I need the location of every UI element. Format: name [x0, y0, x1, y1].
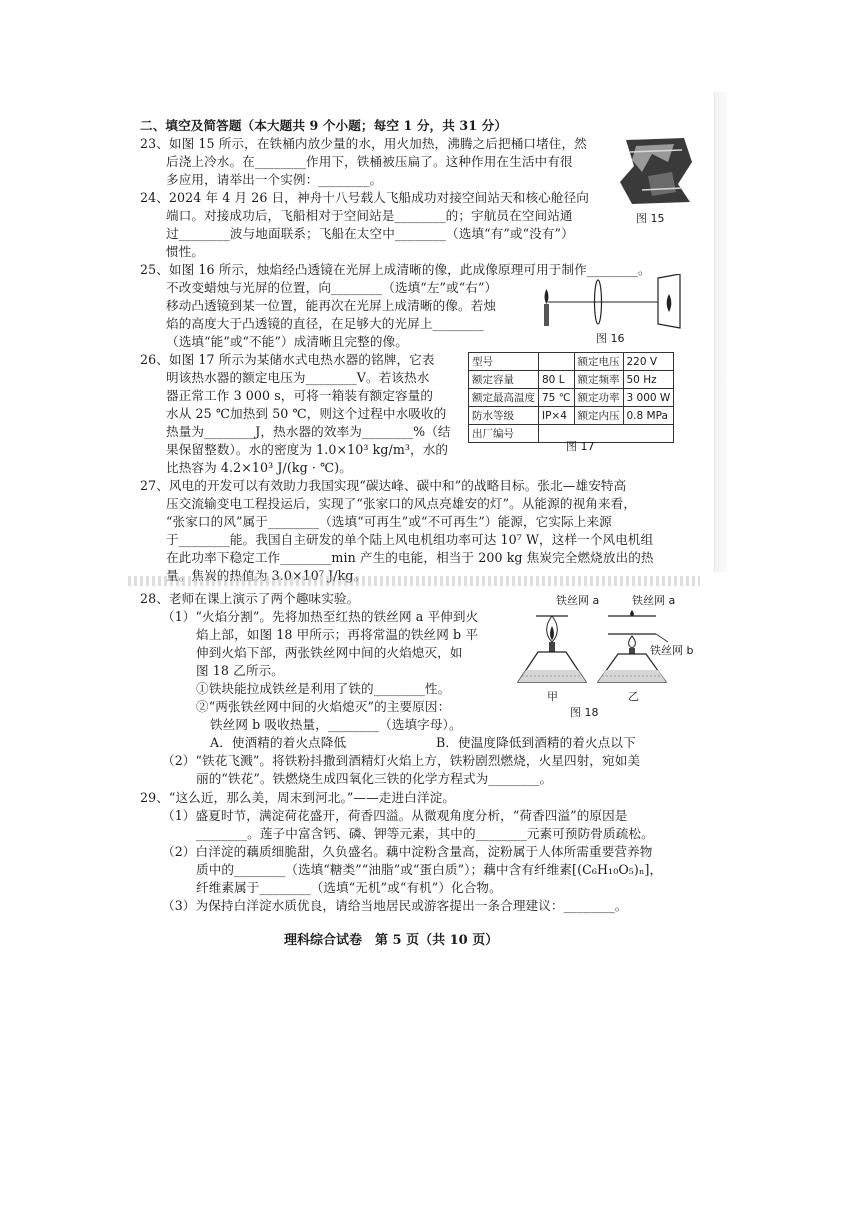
q26-line-1: 26、如图 17 所示为某储水式电热水器的铭牌，它表: [140, 352, 435, 367]
q28-line-5: 图 18 乙所示。: [196, 663, 284, 678]
q27-line-2: 压交流输变电工程投运后，实现了“张家口的风点亮雄安的灯”。从能源的视角来看，: [166, 496, 637, 511]
q25-line-5: （选填“能”或“不能”）成清晰且完整的像。: [166, 334, 408, 349]
q28-line-7: ②“两张铁丝网中间的火焰熄灭”的主要原因：: [196, 699, 451, 714]
q29-line-3: ________。莲子中富含钙、磷、钾等元素，其中的________元素可预防骨质疏松。: [196, 826, 654, 841]
q29-line-2: （1）盛夏时节，满淀荷花盛开，荷香四溢。从微观角度分析，“荷香四溢”的原因是: [162, 808, 628, 823]
table-cell: 额定频率: [574, 371, 623, 389]
q26-line-6: 果保留整数）。水的密度为 1.0×10³ kg/m³，水的: [166, 442, 449, 457]
q29-line-7: （3）为保持白洋淀水质优良，请给当地居民或游客提出一条合理建议：________。: [162, 898, 628, 913]
q26-line-3: 器正常工作 3 000 s，可将一箱装有额定容量的: [166, 388, 434, 403]
table-cell: 额定容量: [469, 371, 539, 389]
figure-18-label-yi: 乙: [628, 690, 639, 703]
table-cell: 额定最高温度: [469, 389, 539, 407]
q25-line-3: 移动凸透镜到某一位置，能再次在光屏上成清晰的像。若烛: [166, 298, 497, 313]
table-row: [469, 407, 674, 425]
table-cell: 3 000 W: [623, 389, 674, 407]
q29-line-5: 质中的________（选填“糖类”“油脂”或“蛋白质”）；藕中含有纤维素[(C₆H₁₀O₅)ₙ]，: [196, 862, 663, 877]
table-row: [469, 389, 674, 407]
figure-17-caption: 图 17: [566, 440, 595, 453]
table-cell: 50 Hz: [623, 371, 674, 389]
q23-line-2: 后浇上冷水。在________作用下，铁桶被压扁了。这种作用在生活中有很: [166, 154, 573, 169]
q24-line-2: 端口。对接成功后，飞船相对于空间站是________的；宇航员在空间站通: [166, 208, 573, 223]
q28-line-8: 铁丝网 b 吸收热量，________（选填字母）。: [210, 717, 462, 732]
figure-16-caption: 图 16: [596, 332, 625, 345]
q27-line-3: “张家口的风”属于________（选填“可再生”或“不可再生”）能源，它实际上来源: [166, 514, 612, 529]
table-row: [469, 353, 674, 371]
table-row: [469, 371, 674, 389]
page-seam: [128, 576, 700, 586]
figure-15-crushed-can: [612, 132, 698, 208]
q25-line-4: 焰的高度大于凸透镜的直径，在足够大的光屏上________: [166, 316, 484, 331]
table-cell: 型号: [469, 353, 539, 371]
table-cell: 额定内压: [574, 407, 623, 425]
q27-line-4: 于________能。我国自主研发的单个陆上风电机组功率可达 10⁷ W，这样一个风电机组: [166, 532, 654, 547]
q28-line-3: 焰上部，如图 18 甲所示；再将常温的铁丝网 b 平: [196, 627, 478, 642]
table-cell: 额定功率: [574, 389, 623, 407]
table-cell: [539, 425, 674, 443]
q25-line-1: 25、如图 16 所示，烛焰经凸透镜在光屏上成清晰的像，此成像原理可用于制作________。: [140, 262, 651, 277]
figure-18-label-jia: 甲: [547, 690, 558, 703]
q28-line-12: 丽的“铁花”。铁燃烧生成四氧化三铁的化学方程式为________。: [196, 771, 553, 786]
table-cell: 75 ℃: [539, 389, 575, 407]
table-cell: IP×4: [539, 407, 575, 425]
q24-line-4: 惯性。: [166, 244, 205, 259]
figure-18-caption: 图 18: [570, 706, 599, 719]
q28-option-b: B．使温度降低到酒精的着火点以下: [436, 735, 636, 750]
table-cell: 0.8 MPa: [623, 407, 674, 425]
q28-line-1: 28、老师在课上演示了两个趣味实验。: [140, 591, 360, 606]
figure-16-lens-setup: [540, 274, 690, 332]
page-footer: 理科综合试卷 第 5 页（共 10 页）: [284, 933, 499, 948]
table-cell: 出厂编号: [469, 425, 539, 443]
q24-line-3: 过________波与地面联系；飞船在太空中________（选填“有”或“没有”）: [166, 226, 574, 241]
q28-line-2: （1）“火焰分割”。先将加热至红热的铁丝网 a 平伸到火: [162, 609, 479, 624]
q23-line-1: 23、如图 15 所示，在铁桶内放少量的水，用火加热，沸腾之后把桶口堵住，然: [140, 136, 587, 151]
q25-line-2: 不改变蜡烛与光屏的位置，向________（选填“左”或“右”）: [166, 280, 498, 295]
q28-line-11: （2）“铁花飞溅”。将铁粉抖撒到酒精灯火焰上方，铁粉剧烈燃烧，火星四射，宛如美: [162, 753, 641, 768]
q29-line-4: （2）白洋淀的藕质细脆甜，久负盛名。藕中淀粉含量高，淀粉属于人体所需重要营养物: [162, 844, 653, 859]
q26-line-2: 明该热水器的额定电压为________V。若该热水: [166, 370, 430, 385]
table-cell: [539, 353, 575, 371]
q27-line-5: 在此功率下稳定工作________min 产生的电能，相当于 200 kg 焦炭完全燃烧放出的热: [166, 550, 654, 565]
table-cell: 220 V: [623, 353, 674, 371]
q28-option-a: A．使酒精的着火点降低: [210, 735, 347, 750]
table-cell: 80 L: [539, 371, 575, 389]
figure-17-nameplate-table: [468, 352, 674, 443]
q24-line-1: 24、2024 年 4 月 26 日，神舟十八号载人飞船成功对接空间站天和核心舱径向: [140, 190, 589, 205]
table-cell: 额定电压: [574, 353, 623, 371]
q29-line-6: 纤维素属于________（选填“无机”或“有机”）化合物。: [196, 880, 502, 895]
figure-15-caption: 图 15: [636, 212, 665, 225]
figure-18-label-net-a-right: 铁丝网 a: [632, 594, 676, 607]
table-cell: 防水等级: [469, 407, 539, 425]
q28-line-6: ①铁块能拉成铁丝是利用了铁的________性。: [196, 681, 451, 696]
q27-line-6: 量。焦炭的热值为 3.0×10⁷ J/kg。: [166, 568, 367, 583]
q23-line-3: 多应用，请举出一个实例：________。: [166, 172, 383, 187]
q26-line-4: 水从 25 ℃加热到 50 ℃，则这个过程中水吸收的: [166, 406, 447, 421]
figure-18-label-net-b: 铁丝网 b: [650, 644, 694, 657]
q26-line-5: 热量为________J，热水器的效率为________%（结: [166, 424, 451, 439]
scroll-edge: [714, 92, 727, 572]
figure-18-label-net-a-left: 铁丝网 a: [556, 594, 600, 607]
q27-line-1: 27、风电的开发可以有效助力我国实现“碳达峰、碳中和”的战略目标。张北—雄安特高: [140, 478, 627, 493]
section-heading: 二、填空及简答题（本大题共 9 个小题；每空 1 分，共 31 分）: [140, 118, 508, 133]
q26-line-7: 比热容为 4.2×10³ J/(kg · ℃)。: [166, 460, 352, 475]
q28-line-4: 伸到火焰下部，两张铁丝网中间的火焰熄灭，如: [196, 645, 463, 660]
q29-line-1: 29、“这么近，那么美，周末到河北。”——走进白洋淀。: [140, 790, 455, 805]
